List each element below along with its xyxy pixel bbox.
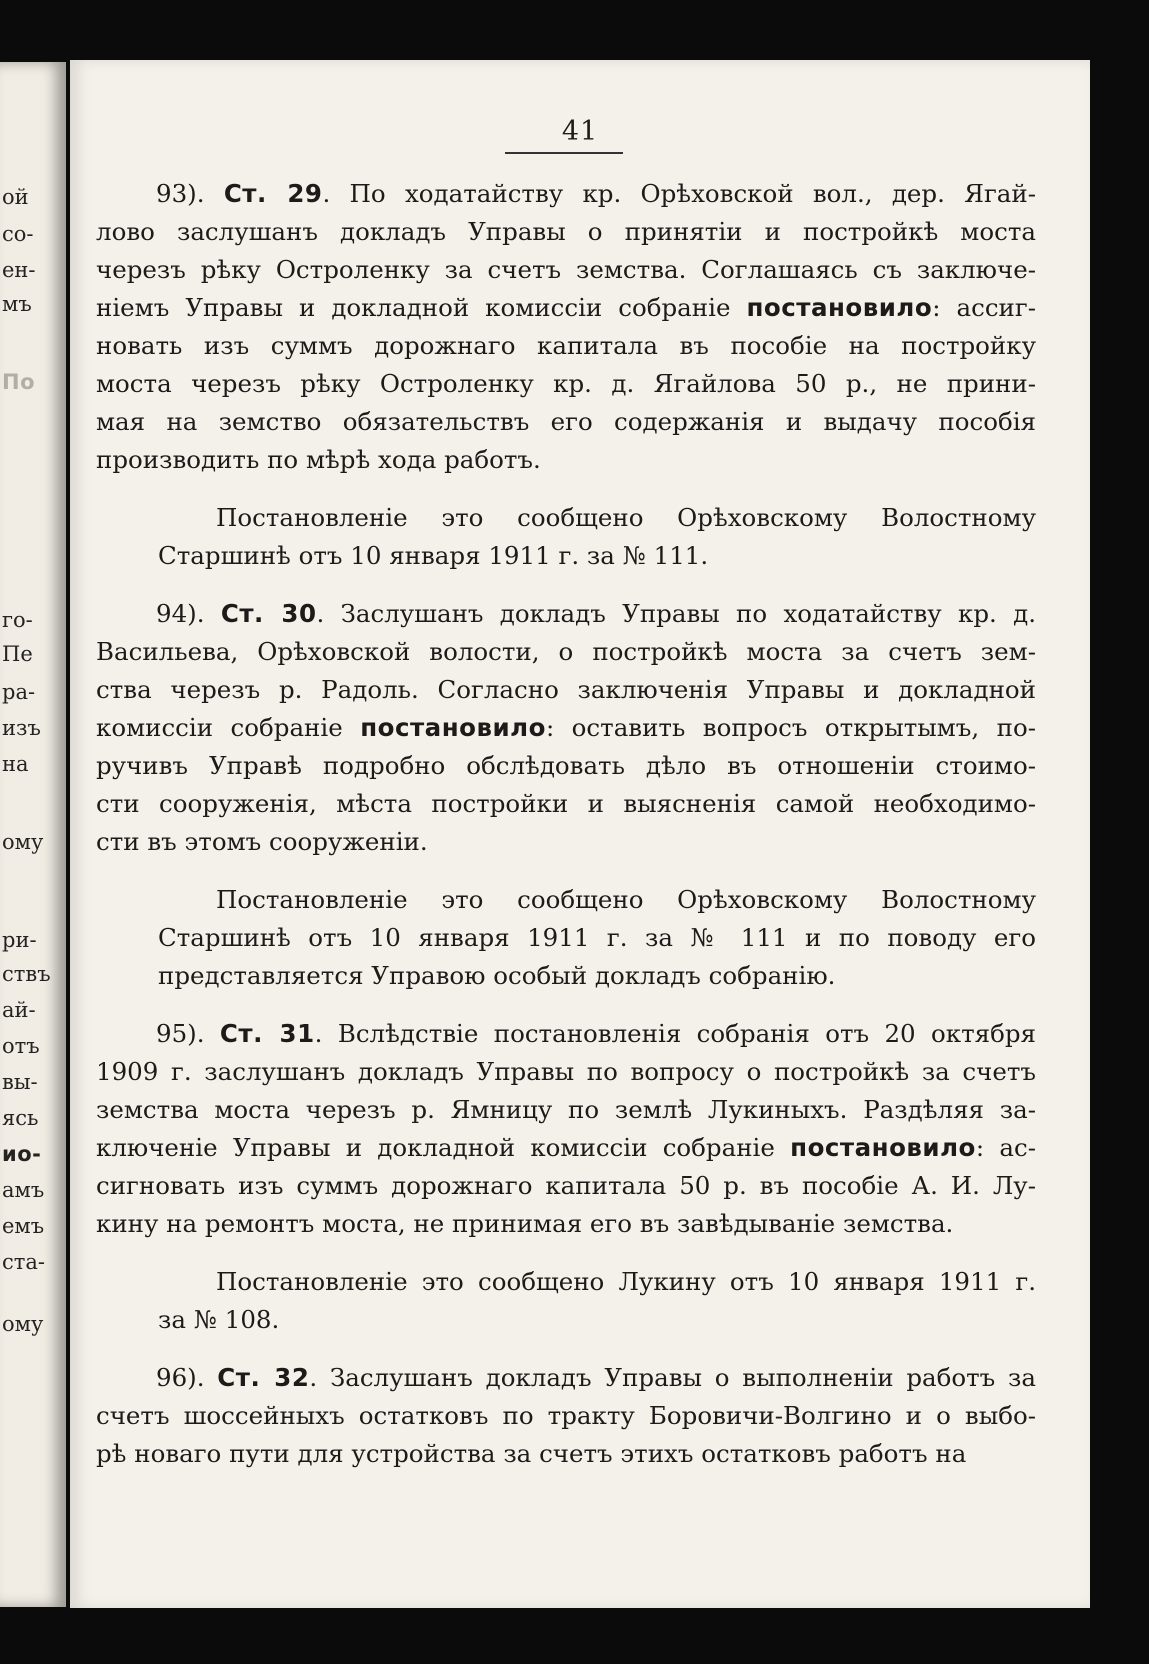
left-page-fragment: вы-: [2, 1070, 38, 1094]
text-line: [96, 881, 1036, 919]
left-page-fragment: ому: [2, 830, 44, 854]
text-line: [96, 499, 1036, 537]
left-page-fragment: на: [2, 752, 29, 776]
text-run: Старшинѣ отъ 10 января 1911 г. за № 111 и по поводу его: [158, 923, 1036, 952]
text-line: [96, 747, 1036, 785]
bold-term: постановило: [746, 293, 933, 322]
text-line: [96, 1091, 1036, 1129]
resolution-paragraph: [96, 175, 1036, 479]
text-run: производить по мѣрѣ хода работъ.: [96, 445, 541, 474]
text-run: 95).: [156, 1019, 220, 1048]
text-run: моста черезъ рѣку Остроленку кр. д. Ягайлова 50 р., не прини-: [96, 369, 1036, 398]
text-line: [96, 919, 1036, 957]
text-run: 1909 г. заслушанъ докладъ Управы по вопросу о постройкѣ за счетъ: [96, 1057, 1036, 1086]
paragraph-gap: [96, 1339, 1036, 1359]
resolution-paragraph: [96, 595, 1036, 861]
text-run: мая на земство обязательствъ его содержанія и выдачу пособія: [96, 407, 1036, 436]
text-run: Постановленіе это сообщено Орѣховскому Волостному: [216, 503, 1036, 532]
paragraph-gap: [96, 575, 1036, 595]
left-page-fragment: отъ: [2, 1034, 40, 1058]
text-line: [96, 327, 1036, 365]
text-line: [96, 785, 1036, 823]
text-line: [96, 671, 1036, 709]
left-page-fragment: го-: [2, 608, 33, 632]
left-page-fragment: ра-: [2, 680, 36, 704]
text-run: : ас-: [975, 1133, 1036, 1162]
left-page-fragment: со-: [2, 222, 34, 246]
left-page-fragment: ста-: [2, 1250, 45, 1274]
text-run: счетъ шоссейныхъ остатковъ по тракту Боровичи-Волгино и о выбо-: [96, 1401, 1036, 1430]
text-line: [96, 289, 1036, 327]
text-run: сти сооруженія, мѣста постройки и выясненія самой необходимо-: [96, 789, 1036, 818]
text-line: [96, 595, 1036, 633]
bold-term: постановило: [790, 1133, 976, 1162]
text-run: : оставить вопросъ открытымъ, по-: [545, 713, 1037, 742]
text-line: [96, 441, 1036, 479]
resolution-note: [96, 499, 1036, 575]
text-run: комиссіи собраніе: [96, 713, 361, 742]
left-page-fragment: ай-: [2, 998, 36, 1022]
text-run: новать изъ суммъ дорожнаго капитала въ пособіе на постройку: [96, 331, 1036, 360]
left-page-fragment: ясь: [2, 1106, 39, 1130]
left-page-fragment: амъ: [2, 1178, 45, 1202]
text-run: представляется Управою особый докладъ собранію.: [158, 961, 836, 990]
left-page-fragment: изъ: [2, 716, 41, 740]
text-run: ключеніе Управы и докладной комиссіи собраніе: [96, 1133, 791, 1162]
paragraph-gap: [96, 479, 1036, 499]
bold-term: Ст. 32: [217, 1363, 310, 1392]
left-page-fragment: ствъ: [2, 962, 51, 986]
text-line: [96, 1301, 1036, 1339]
text-run: . Заслушанъ докладъ Управы по ходатайству кр. д.: [316, 599, 1036, 628]
paragraph-gap: [96, 1243, 1036, 1263]
text-run: кину на ремонтъ моста, не принимая его въ завѣдываніе земства.: [96, 1209, 954, 1238]
bold-term: Ст. 30: [220, 599, 317, 628]
text-line: [96, 403, 1036, 441]
document-page: [70, 60, 1090, 1608]
left-page-fragment: мъ: [2, 292, 32, 316]
text-run: ства черезъ р. Радоль. Согласно заключенія Управы и докладной: [96, 675, 1036, 704]
text-line: [96, 1359, 1036, 1397]
text-line: [96, 1053, 1036, 1091]
resolution-note: [96, 881, 1036, 995]
text-run: ручивъ Управѣ подробно обслѣдовать дѣло въ отношеніи стоимо-: [96, 751, 1036, 780]
page-body: [96, 175, 1036, 1473]
paragraph-gap: [96, 861, 1036, 881]
text-line: [96, 709, 1036, 747]
text-run: ніемъ Управы и докладной комиссіи собраніе: [96, 293, 747, 322]
bold-term: Ст. 29: [223, 179, 323, 208]
text-run: рѣ новаго пути для устройства за счетъ этихъ остатковъ работъ на: [96, 1439, 967, 1468]
text-line: [96, 1397, 1036, 1435]
text-line: [96, 633, 1036, 671]
bold-term: Ст. 31: [219, 1019, 315, 1048]
page-number: 41: [561, 116, 599, 147]
text-line: [96, 213, 1036, 251]
resolution-note: [96, 1263, 1036, 1339]
text-line: [96, 1015, 1036, 1053]
left-page-fragment: емъ: [2, 1214, 45, 1238]
left-page-fragment: ому: [2, 1312, 44, 1336]
text-run: сти въ этомъ сооруженіи.: [96, 827, 428, 856]
text-run: . Вслѣдствіе постановленія собранія отъ 20 октября: [314, 1019, 1036, 1048]
text-run: Васильева, Орѣховской волости, о постройкѣ моста за счетъ зем-: [96, 637, 1036, 666]
left-page-fragment: ен-: [2, 258, 36, 282]
text-line: [96, 823, 1036, 861]
text-line: [96, 251, 1036, 289]
text-line: [96, 1167, 1036, 1205]
left-page-fragment: По: [2, 370, 36, 394]
left-page-fragment: ри-: [2, 928, 37, 952]
text-run: 96).: [156, 1363, 218, 1392]
text-run: Постановленіе это сообщено Орѣховскому Волостному: [216, 885, 1036, 914]
text-line: [96, 537, 1036, 575]
text-line: [96, 957, 1036, 995]
left-page-fragment: ио-: [2, 1142, 42, 1166]
left-page-fragment: Пе: [2, 642, 33, 666]
left-page-fragment: ой: [2, 185, 29, 209]
text-run: земства моста черезъ р. Ямницу по землѣ Лукиныхъ. Раздѣляя за-: [96, 1095, 1036, 1124]
resolution-paragraph: [96, 1015, 1036, 1243]
text-run: Постановленіе это сообщено Лукину отъ 10 января 1911 г.: [216, 1267, 1036, 1296]
text-run: лово заслушанъ докладъ Управы о принятіи и постройкѣ моста: [96, 217, 1036, 246]
text-line: [96, 175, 1036, 213]
adjacent-page-strip: [0, 62, 66, 1607]
text-line: [96, 1435, 1036, 1473]
text-run: . Заслушанъ докладъ Управы о выполненіи работъ за: [309, 1363, 1036, 1392]
text-run: Старшинѣ отъ 10 января 1911 г. за № 111.: [158, 541, 709, 570]
text-line: [96, 1263, 1036, 1301]
text-run: за № 108.: [158, 1305, 280, 1334]
text-line: [96, 1129, 1036, 1167]
text-run: 94).: [156, 599, 221, 628]
text-run: 93).: [156, 179, 224, 208]
text-run: сигновать изъ суммъ дорожнаго капитала 50 р. въ пособіе А. И. Лу-: [96, 1171, 1036, 1200]
resolution-paragraph: [96, 1359, 1036, 1473]
text-run: : ассиг-: [932, 293, 1036, 322]
paragraph-gap: [96, 995, 1036, 1015]
bold-term: постановило: [360, 713, 546, 742]
text-run: . По ходатайству кр. Орѣховской вол., дер. Ягай-: [322, 179, 1037, 208]
text-run: черезъ рѣку Остроленку за счетъ земства. Соглашаясь съ заключе-: [96, 255, 1036, 284]
text-line: [96, 365, 1036, 403]
text-line: [96, 1205, 1036, 1243]
header-rule: [505, 152, 623, 154]
